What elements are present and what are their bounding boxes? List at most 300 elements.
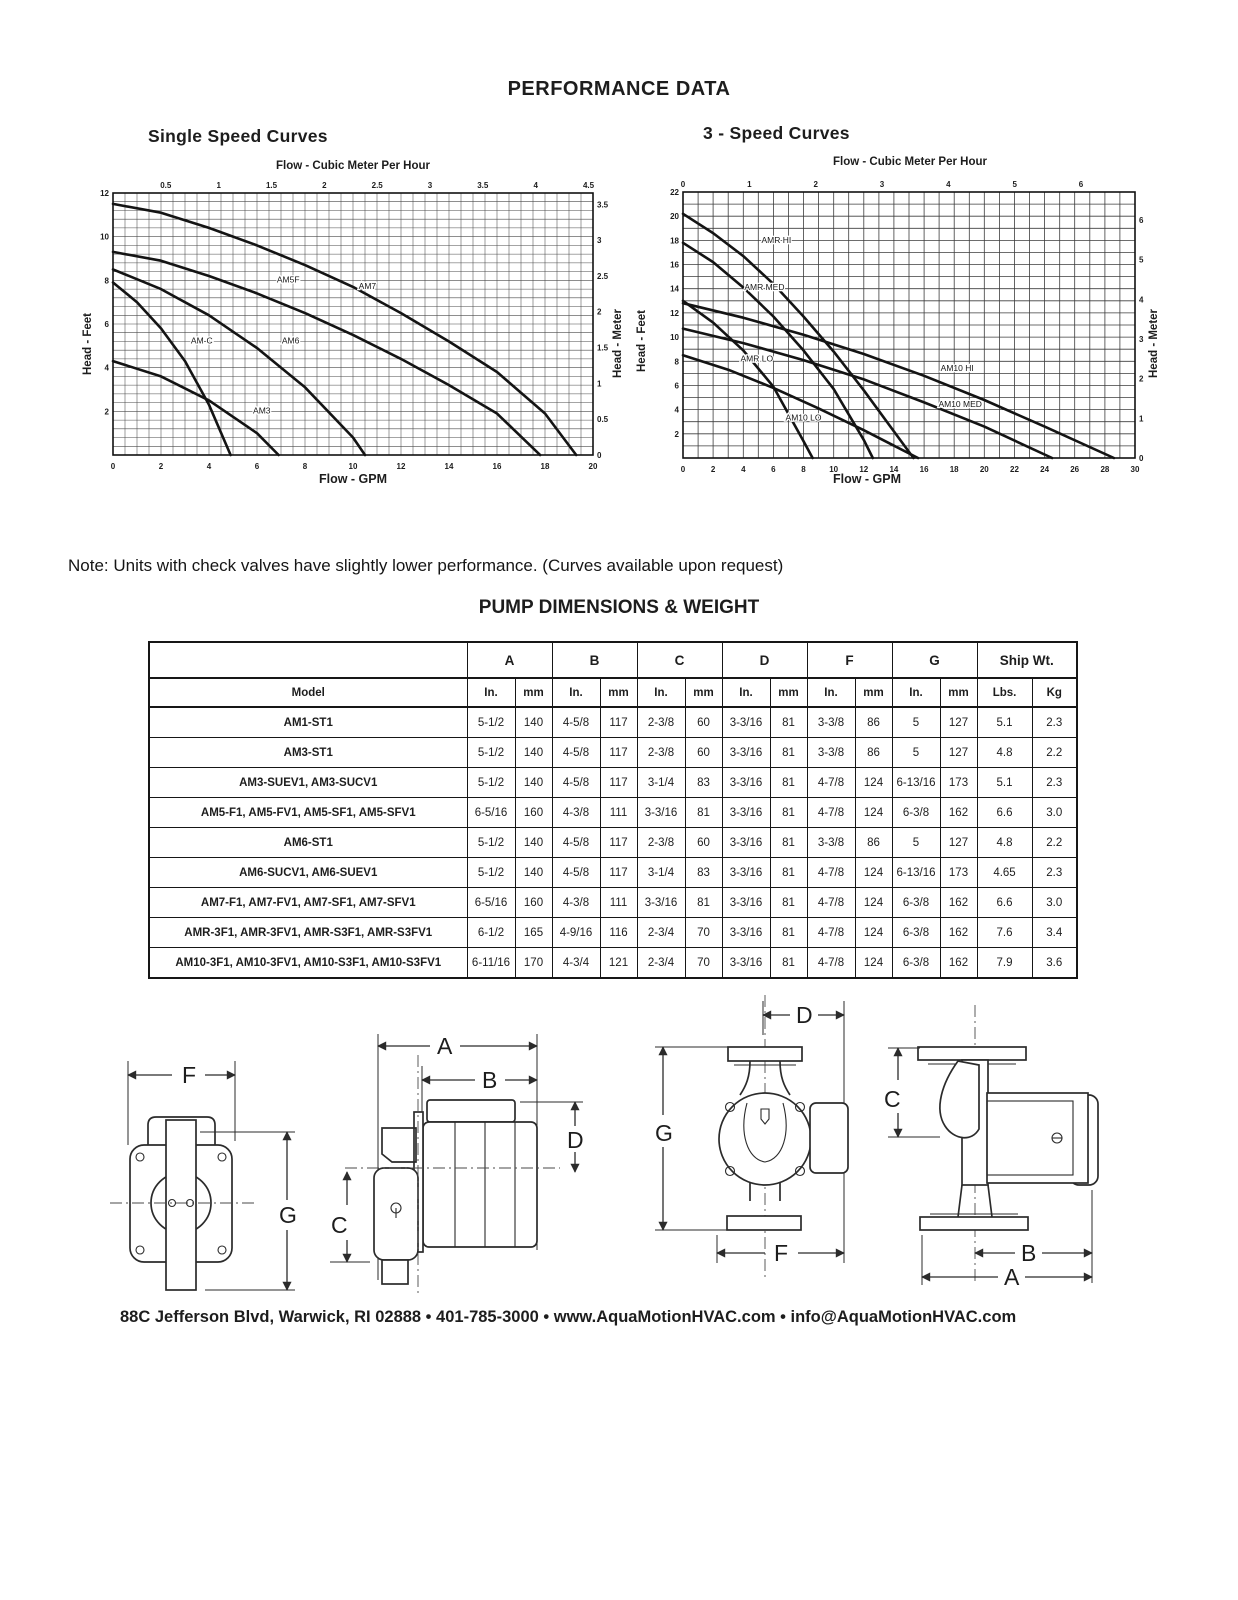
svg-text:4: 4 bbox=[104, 363, 109, 373]
svg-text:3: 3 bbox=[427, 181, 433, 190]
svg-text:2: 2 bbox=[710, 465, 716, 474]
table-cell: 5-1/2 bbox=[467, 828, 515, 858]
table-cell: AM7-F1, AM7-FV1, AM7-SF1, AM7-SFV1 bbox=[149, 888, 467, 918]
table-cell: AM6-SUCV1, AM6-SUEV1 bbox=[149, 858, 467, 888]
table-cell: 162 bbox=[940, 888, 977, 918]
svg-text:1.5: 1.5 bbox=[265, 181, 278, 190]
table-row bbox=[149, 798, 1077, 828]
page-title: PERFORMANCE DATA bbox=[507, 78, 731, 100]
table-cell: 127 bbox=[940, 828, 977, 858]
svg-text:4: 4 bbox=[741, 465, 746, 474]
table-cell: 6.6 bbox=[977, 798, 1032, 828]
table-subheader: mm bbox=[600, 678, 637, 707]
table-cell: 2-3/4 bbox=[637, 918, 685, 948]
table-subheader: In. bbox=[892, 678, 940, 707]
table-cell: 5.1 bbox=[977, 707, 1032, 738]
table-cell: 3-3/16 bbox=[722, 798, 770, 828]
table-cell: 140 bbox=[515, 768, 552, 798]
table-cell: 7.6 bbox=[977, 918, 1032, 948]
table-row bbox=[149, 858, 1077, 888]
table-cell: 2.3 bbox=[1032, 768, 1077, 798]
table-cell: 3-3/16 bbox=[722, 948, 770, 979]
table-cell: 117 bbox=[600, 738, 637, 768]
table-cell: 5 bbox=[892, 828, 940, 858]
table-group-header: D bbox=[722, 642, 807, 678]
svg-text:4: 4 bbox=[674, 405, 679, 415]
pump-bracket bbox=[382, 1128, 416, 1162]
table-cell: 116 bbox=[600, 918, 637, 948]
svg-text:30: 30 bbox=[1130, 465, 1140, 474]
svg-text:0: 0 bbox=[110, 462, 116, 471]
dim-label: F bbox=[774, 1240, 789, 1266]
table-cell: 117 bbox=[600, 707, 637, 738]
svg-text:5: 5 bbox=[1012, 180, 1017, 189]
table-cell: 160 bbox=[515, 798, 552, 828]
dim-label: G bbox=[655, 1120, 673, 1146]
svg-text:12: 12 bbox=[100, 189, 109, 198]
table-cell: 81 bbox=[770, 948, 807, 979]
table-cell: 86 bbox=[855, 738, 892, 768]
table-cell: 111 bbox=[600, 798, 637, 828]
table-cell: 70 bbox=[685, 948, 722, 979]
pump-curve bbox=[683, 243, 873, 458]
dim-label: D bbox=[796, 1002, 813, 1028]
svg-text:14: 14 bbox=[670, 284, 679, 294]
table-cell: 173 bbox=[940, 858, 977, 888]
dim-label: B bbox=[482, 1067, 498, 1093]
svg-text:1: 1 bbox=[597, 379, 602, 389]
dim-label: B bbox=[1021, 1240, 1037, 1266]
table-cell: 81 bbox=[770, 798, 807, 828]
table-subheader-row bbox=[149, 678, 1077, 707]
table-cell: 124 bbox=[855, 948, 892, 979]
table-cell: 5-1/2 bbox=[467, 707, 515, 738]
svg-text:3: 3 bbox=[1139, 335, 1144, 344]
table-cell: 3.6 bbox=[1032, 948, 1077, 979]
table-cell: 2-3/4 bbox=[637, 948, 685, 979]
table-cell: 81 bbox=[770, 707, 807, 738]
table-cell: 121 bbox=[600, 948, 637, 979]
pump-curve bbox=[113, 269, 365, 455]
table-cell: 140 bbox=[515, 707, 552, 738]
table-cell: 83 bbox=[685, 858, 722, 888]
single-speed-xlabel: Flow - GPM bbox=[318, 472, 388, 486]
table-cell: 81 bbox=[685, 888, 722, 918]
pump-pipe bbox=[166, 1120, 196, 1290]
table-cell: 124 bbox=[855, 918, 892, 948]
table-row bbox=[149, 918, 1077, 948]
table-row bbox=[149, 768, 1077, 798]
svg-text:12: 12 bbox=[859, 465, 869, 474]
table-cell: AM6-ST1 bbox=[149, 828, 467, 858]
table-cell: 81 bbox=[770, 888, 807, 918]
single-speed-ylabel-right: Head - Meter bbox=[612, 308, 624, 378]
svg-text:4: 4 bbox=[946, 180, 951, 189]
svg-text:10: 10 bbox=[348, 462, 358, 471]
table-cell: 3-3/8 bbox=[807, 828, 855, 858]
curve-label: AMR LO bbox=[740, 353, 774, 364]
table-cell: 3-3/16 bbox=[722, 768, 770, 798]
table-cell: 2.2 bbox=[1032, 828, 1077, 858]
table-cell: 4-7/8 bbox=[807, 888, 855, 918]
pump-curve bbox=[113, 283, 231, 456]
svg-text:10: 10 bbox=[829, 465, 839, 474]
svg-text:3.5: 3.5 bbox=[597, 200, 609, 210]
svg-text:3: 3 bbox=[597, 236, 602, 246]
table-row bbox=[149, 707, 1077, 738]
svg-text:18: 18 bbox=[949, 465, 959, 474]
table-cell: 162 bbox=[940, 948, 977, 979]
table-cell: 4-3/8 bbox=[552, 888, 600, 918]
table-group-header: Ship Wt. bbox=[977, 642, 1077, 678]
table-cell: 60 bbox=[685, 828, 722, 858]
table-cell: 3-3/16 bbox=[722, 707, 770, 738]
svg-text:20: 20 bbox=[588, 462, 598, 471]
table-row bbox=[149, 828, 1077, 858]
table-subheader: Lbs. bbox=[977, 678, 1032, 707]
table-row bbox=[149, 738, 1077, 768]
motor-housing bbox=[423, 1122, 537, 1247]
table-group-header: B bbox=[552, 642, 637, 678]
table-cell: 6-1/2 bbox=[467, 918, 515, 948]
table-cell: 117 bbox=[600, 768, 637, 798]
table-cell: 2-3/8 bbox=[637, 828, 685, 858]
three-speed-top-axis-label: Flow - Cubic Meter Per Hour bbox=[833, 156, 987, 168]
svg-text:6: 6 bbox=[1139, 216, 1144, 225]
svg-text:0.5: 0.5 bbox=[160, 181, 172, 190]
table-cell: 4-3/4 bbox=[552, 948, 600, 979]
volute-housing bbox=[719, 1093, 811, 1185]
single-speed-curves-chart bbox=[83, 177, 623, 473]
table-cell: 5 bbox=[892, 738, 940, 768]
svg-text:2: 2 bbox=[674, 429, 679, 439]
svg-text:4: 4 bbox=[533, 181, 538, 190]
table-subheader: mm bbox=[855, 678, 892, 707]
svg-text:0: 0 bbox=[680, 180, 686, 189]
table-cell: 117 bbox=[600, 828, 637, 858]
table-cell: 81 bbox=[685, 798, 722, 828]
svg-text:2: 2 bbox=[597, 307, 602, 317]
table-cell: 81 bbox=[770, 828, 807, 858]
table-cell: 4-5/8 bbox=[552, 707, 600, 738]
table-cell: 165 bbox=[515, 918, 552, 948]
table-cell: AM3-ST1 bbox=[149, 738, 467, 768]
table-cell: 6.6 bbox=[977, 888, 1032, 918]
table-cell: 3-1/4 bbox=[637, 858, 685, 888]
table-subheader: In. bbox=[637, 678, 685, 707]
svg-text:5: 5 bbox=[1139, 255, 1144, 265]
table-cell: 6-13/16 bbox=[892, 858, 940, 888]
table-subheader: In. bbox=[467, 678, 515, 707]
svg-text:28: 28 bbox=[1100, 465, 1110, 474]
table-cell: 3.0 bbox=[1032, 888, 1077, 918]
three-speed-chart-title: 3 - Speed Curves bbox=[703, 123, 850, 143]
table-cell: 4-7/8 bbox=[807, 948, 855, 979]
curve-label: AM7 bbox=[358, 281, 377, 292]
table-cell: AM1-ST1 bbox=[149, 707, 467, 738]
table-subheader: Kg bbox=[1032, 678, 1077, 707]
table-subheader: In. bbox=[722, 678, 770, 707]
table-cell: 5.1 bbox=[977, 768, 1032, 798]
table-cell: 60 bbox=[685, 738, 722, 768]
table-cell: 6-13/16 bbox=[892, 768, 940, 798]
svg-text:20: 20 bbox=[670, 212, 679, 222]
three-speed-ylabel-left: Head - Feet bbox=[636, 310, 648, 372]
motor-box-rear bbox=[810, 1103, 848, 1173]
table-cell: 4-3/8 bbox=[552, 798, 600, 828]
table-cell: 160 bbox=[515, 888, 552, 918]
table-cell: 124 bbox=[855, 888, 892, 918]
table-cell: 4-7/8 bbox=[807, 858, 855, 888]
table-cell: 6-3/8 bbox=[892, 948, 940, 979]
svg-text:0.5: 0.5 bbox=[597, 415, 609, 425]
table-cell: 124 bbox=[855, 768, 892, 798]
table-cell: 4-7/8 bbox=[807, 798, 855, 828]
table-cell: 6-11/16 bbox=[467, 948, 515, 979]
table-title: PUMP DIMENSIONS & WEIGHT bbox=[478, 597, 760, 618]
table-cell: 127 bbox=[940, 738, 977, 768]
dim-label: A bbox=[437, 1033, 453, 1059]
svg-text:1: 1 bbox=[747, 180, 752, 189]
svg-text:6: 6 bbox=[674, 381, 679, 391]
table-cell: 5-1/2 bbox=[467, 768, 515, 798]
top-flange bbox=[918, 1047, 1026, 1060]
svg-text:8: 8 bbox=[801, 465, 806, 474]
table-cell: 2.3 bbox=[1032, 858, 1077, 888]
footer-contact-line: 88C Jefferson Blvd, Warwick, RI 02888 • 401-785-3000 • www.AquaMotionHVAC.com • info@AquaMotionHVAC.com bbox=[120, 1308, 1017, 1326]
table-cell: 2.3 bbox=[1032, 707, 1077, 738]
pump-dimensions-table bbox=[148, 641, 1078, 979]
three-speed-xlabel: Flow - GPM bbox=[832, 472, 902, 486]
table-row bbox=[149, 948, 1077, 979]
table-cell: 117 bbox=[600, 858, 637, 888]
svg-text:1: 1 bbox=[216, 181, 221, 190]
table-cell: 6-3/8 bbox=[892, 918, 940, 948]
svg-text:4: 4 bbox=[1139, 295, 1144, 305]
pump-drawing-flanged-side bbox=[880, 985, 1140, 1295]
table-subheader: Model bbox=[149, 678, 467, 707]
table-cell: 3-1/4 bbox=[637, 768, 685, 798]
table-cell: 4.65 bbox=[977, 858, 1032, 888]
table-group-header: A bbox=[467, 642, 552, 678]
bottom-flange bbox=[727, 1216, 801, 1230]
svg-text:10: 10 bbox=[670, 333, 679, 343]
svg-text:3: 3 bbox=[879, 180, 885, 189]
table-group-header: F bbox=[807, 642, 892, 678]
table-cell: 4-5/8 bbox=[552, 828, 600, 858]
pump-curve bbox=[683, 301, 813, 458]
table-subheader: mm bbox=[770, 678, 807, 707]
dim-label: A bbox=[1004, 1264, 1020, 1290]
table-cell: 6-3/8 bbox=[892, 798, 940, 828]
pump-curve bbox=[683, 355, 918, 458]
table-cell: 4-9/16 bbox=[552, 918, 600, 948]
table-cell: 4.8 bbox=[977, 738, 1032, 768]
curve-label: AM6 bbox=[281, 335, 300, 346]
table-cell: 3-3/16 bbox=[722, 888, 770, 918]
svg-text:8: 8 bbox=[302, 462, 308, 471]
svg-text:12: 12 bbox=[670, 308, 679, 318]
table-cell: 4-7/8 bbox=[807, 768, 855, 798]
svg-text:8: 8 bbox=[674, 357, 679, 367]
table-cell: 60 bbox=[685, 707, 722, 738]
svg-text:16: 16 bbox=[670, 260, 679, 270]
svg-text:12: 12 bbox=[396, 462, 406, 471]
table-group-header: G bbox=[892, 642, 977, 678]
table-cell: 86 bbox=[855, 707, 892, 738]
table-cell: 6-3/8 bbox=[892, 888, 940, 918]
terminal-box bbox=[427, 1100, 515, 1122]
table-cell: 140 bbox=[515, 828, 552, 858]
svg-text:2: 2 bbox=[813, 180, 818, 189]
curve-label: AM10 MED bbox=[938, 399, 982, 410]
svg-text:2: 2 bbox=[104, 407, 109, 417]
pump-body-curve bbox=[940, 1061, 979, 1138]
table-cell: 81 bbox=[770, 738, 807, 768]
table-cell: AM5-F1, AM5-FV1, AM5-SF1, AM5-SFV1 bbox=[149, 798, 467, 828]
svg-text:2: 2 bbox=[158, 462, 164, 471]
single-speed-chart-title: Single Speed Curves bbox=[148, 126, 328, 146]
svg-text:18: 18 bbox=[670, 236, 679, 246]
check-valve-note: Note: Units with check valves have slightly lower performance. (Curves available upon request) bbox=[68, 556, 784, 575]
svg-text:16: 16 bbox=[919, 465, 929, 474]
table-cell: AMR-3F1, AMR-3FV1, AMR-S3F1, AMR-S3FV1 bbox=[149, 918, 467, 948]
top-flange bbox=[728, 1047, 802, 1061]
svg-text:6: 6 bbox=[771, 465, 776, 474]
table-cell: 3.4 bbox=[1032, 918, 1077, 948]
svg-text:22: 22 bbox=[1010, 465, 1019, 474]
table-cell: 81 bbox=[770, 858, 807, 888]
bottom-flange bbox=[920, 1217, 1028, 1230]
curve-label: AM5F bbox=[276, 274, 300, 285]
single-speed-ylabel-left: Head - Feet bbox=[82, 313, 94, 375]
three-speed-ylabel-right: Head - Meter bbox=[1148, 308, 1160, 378]
dim-label: C bbox=[331, 1212, 348, 1238]
svg-text:4.5: 4.5 bbox=[582, 181, 595, 190]
svg-text:0: 0 bbox=[1139, 454, 1144, 463]
svg-text:16: 16 bbox=[492, 462, 502, 471]
table-cell: 86 bbox=[855, 828, 892, 858]
table-group-header-row bbox=[149, 642, 1077, 678]
svg-text:2.5: 2.5 bbox=[371, 181, 383, 190]
pump-curve bbox=[113, 252, 540, 455]
table-cell: 81 bbox=[770, 918, 807, 948]
pump-drawing-inline-side bbox=[325, 1000, 620, 1300]
svg-text:0: 0 bbox=[597, 451, 602, 460]
pipe-stub bbox=[382, 1260, 408, 1284]
svg-text:6: 6 bbox=[1078, 180, 1084, 189]
curve-label: AM10 HI bbox=[940, 362, 974, 373]
pump-drawing-flanged-front bbox=[650, 985, 900, 1285]
table-cell: 3.0 bbox=[1032, 798, 1077, 828]
table-cell: 3-3/16 bbox=[722, 918, 770, 948]
curve-label: AM-C bbox=[190, 335, 213, 346]
table-subheader: In. bbox=[807, 678, 855, 707]
table-cell: 124 bbox=[855, 858, 892, 888]
svg-text:6: 6 bbox=[104, 320, 109, 329]
pump-drawing-inline-front bbox=[110, 1045, 310, 1295]
table-cell: 81 bbox=[770, 768, 807, 798]
table-cell: 2.2 bbox=[1032, 738, 1077, 768]
curve-label: AM10 LO bbox=[785, 412, 822, 423]
curve-label: AMR MED bbox=[744, 281, 785, 292]
table-cell: 173 bbox=[940, 768, 977, 798]
table-cell: 4-5/8 bbox=[552, 738, 600, 768]
svg-text:3.5: 3.5 bbox=[477, 181, 489, 190]
table-corner-cell bbox=[149, 642, 467, 678]
table-cell: 4-5/8 bbox=[552, 768, 600, 798]
dim-label: F bbox=[182, 1062, 197, 1088]
table-cell: 7.9 bbox=[977, 948, 1032, 979]
table-cell: 127 bbox=[940, 707, 977, 738]
table-cell: 2-3/8 bbox=[637, 738, 685, 768]
svg-text:20: 20 bbox=[979, 465, 989, 474]
svg-text:14: 14 bbox=[444, 462, 454, 471]
table-cell: 6-5/16 bbox=[467, 798, 515, 828]
table-cell: 2-3/8 bbox=[637, 707, 685, 738]
svg-text:2: 2 bbox=[322, 181, 327, 190]
table-cell: 6-5/16 bbox=[467, 888, 515, 918]
table-cell: 70 bbox=[685, 918, 722, 948]
svg-text:8: 8 bbox=[104, 276, 109, 286]
table-cell: 3-3/8 bbox=[807, 738, 855, 768]
svg-text:0: 0 bbox=[680, 465, 686, 474]
svg-text:10: 10 bbox=[100, 232, 109, 242]
svg-text:4: 4 bbox=[206, 462, 212, 471]
table-cell: 140 bbox=[515, 738, 552, 768]
svg-text:18: 18 bbox=[540, 462, 550, 471]
table-cell: 3-3/16 bbox=[722, 858, 770, 888]
table-cell: 5 bbox=[892, 707, 940, 738]
table-cell: 3-3/8 bbox=[807, 707, 855, 738]
table-subheader: mm bbox=[515, 678, 552, 707]
svg-text:6: 6 bbox=[254, 462, 260, 471]
table-cell: 3-3/16 bbox=[637, 888, 685, 918]
table-cell: 111 bbox=[600, 888, 637, 918]
dim-label: C bbox=[884, 1086, 901, 1112]
curve-label: AM3 bbox=[253, 405, 271, 416]
svg-text:26: 26 bbox=[1070, 465, 1080, 474]
table-subheader: In. bbox=[552, 678, 600, 707]
table-subheader: mm bbox=[685, 678, 722, 707]
svg-text:24: 24 bbox=[1040, 465, 1050, 474]
svg-text:1.5: 1.5 bbox=[597, 343, 609, 353]
table-cell: 5-1/2 bbox=[467, 858, 515, 888]
table-cell: 5-1/2 bbox=[467, 738, 515, 768]
pump-curve bbox=[683, 303, 1114, 458]
svg-text:14: 14 bbox=[889, 465, 899, 474]
pump-curve bbox=[113, 204, 576, 455]
table-cell: AM10-3F1, AM10-3FV1, AM10-S3F1, AM10-S3FV1 bbox=[149, 948, 467, 979]
svg-text:2.5: 2.5 bbox=[597, 271, 609, 281]
svg-text:2: 2 bbox=[1139, 374, 1144, 384]
table-cell: 4-7/8 bbox=[807, 918, 855, 948]
table-cell: AM3-SUEV1, AM3-SUCV1 bbox=[149, 768, 467, 798]
dim-label: G bbox=[279, 1202, 297, 1228]
table-cell: 83 bbox=[685, 768, 722, 798]
table-cell: 162 bbox=[940, 798, 977, 828]
table-cell: 124 bbox=[855, 798, 892, 828]
dim-label: D bbox=[567, 1127, 584, 1153]
table-group-header: C bbox=[637, 642, 722, 678]
table-cell: 140 bbox=[515, 858, 552, 888]
svg-text:22: 22 bbox=[670, 188, 679, 197]
table-cell: 170 bbox=[515, 948, 552, 979]
table-cell: 4-5/8 bbox=[552, 858, 600, 888]
svg-text:1: 1 bbox=[1139, 414, 1144, 424]
table-cell: 3-3/16 bbox=[722, 828, 770, 858]
table-subheader: mm bbox=[940, 678, 977, 707]
